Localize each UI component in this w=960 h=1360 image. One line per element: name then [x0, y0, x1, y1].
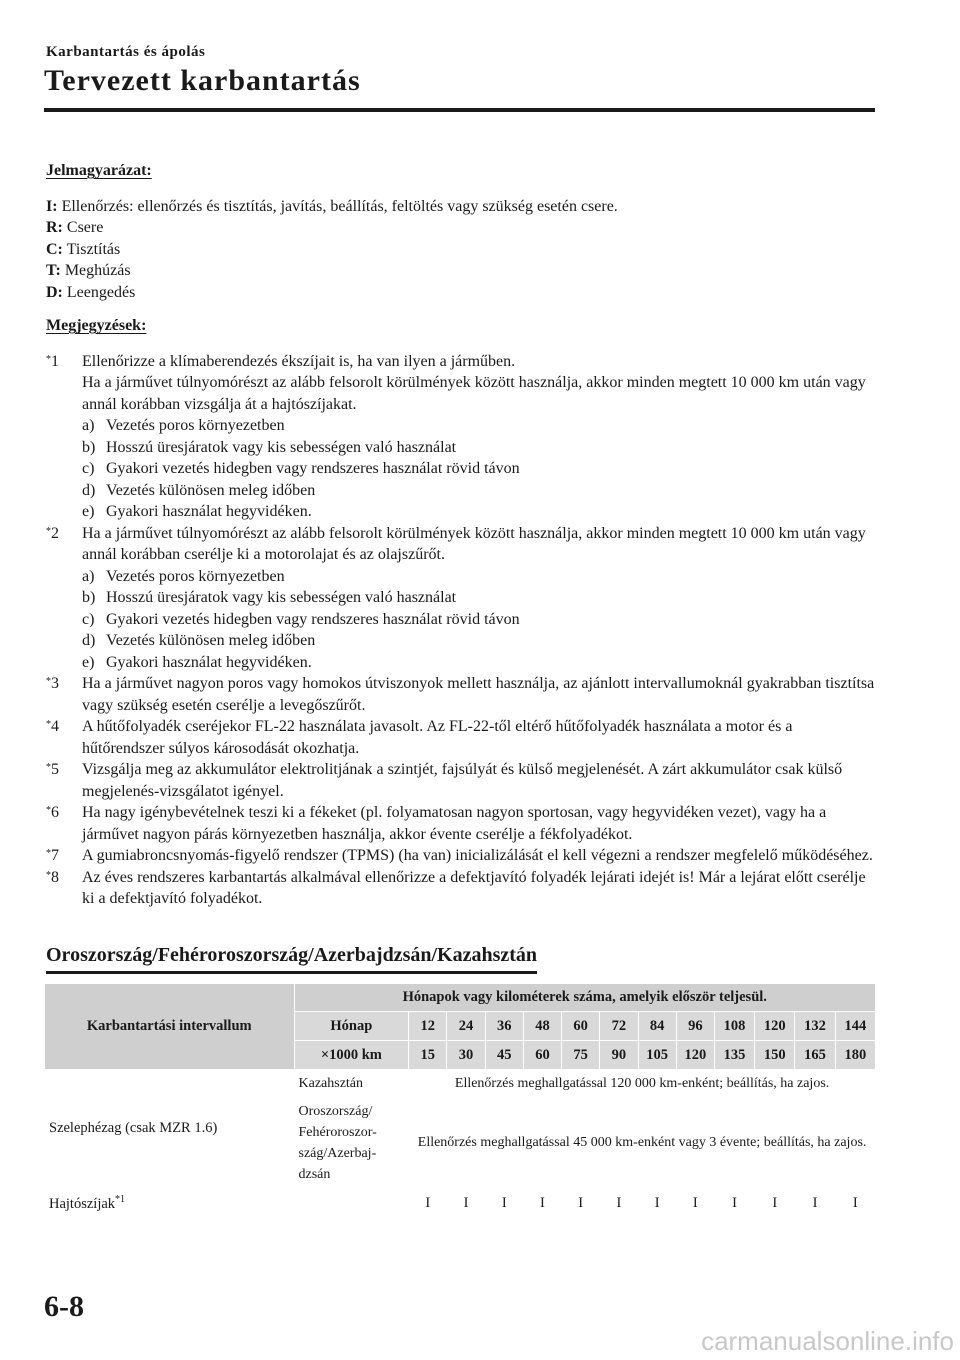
note-sub-item: e) Gyakori használat hegyvidéken.: [82, 653, 312, 671]
note-6: *6 Ha nagy igénybevételnek teszi ki a fékeket (pl. folyamatosan nagyon sportosan, vagy hegyvidéken vezet), vagy ha a járművet nagyon párás környezetben használja, akkor évente cserélje a fékfolyadékot.: [46, 804, 827, 843]
legend-item: T: Meghúzás: [46, 262, 131, 279]
interval-header: Karbantartási intervallum: [45, 984, 295, 1070]
month-value: 48: [523, 1012, 561, 1041]
month-label: Hónap: [294, 1012, 409, 1041]
km-value: 60: [523, 1041, 561, 1070]
month-value: 120: [755, 1012, 795, 1041]
legend-heading: Jelmagyarázat:: [46, 162, 152, 179]
month-value: 84: [638, 1012, 676, 1041]
km-value: 45: [485, 1041, 523, 1070]
page-title: Tervezett karbantartás: [44, 64, 361, 97]
belt-value: I: [755, 1188, 795, 1219]
content: [46, 160, 876, 910]
month-value: 72: [600, 1012, 638, 1041]
valve-region-kazakhstan: Kazahsztán: [294, 1070, 409, 1098]
month-value: 132: [795, 1012, 835, 1041]
belt-value: I: [835, 1188, 875, 1219]
month-value: 36: [485, 1012, 523, 1041]
month-value: 12: [409, 1012, 447, 1041]
notes-heading: Megjegyzések:: [46, 317, 147, 334]
km-value: 135: [714, 1041, 754, 1070]
km-value: 75: [562, 1041, 600, 1070]
title-rule: [44, 108, 875, 112]
span-header: Hónapok vagy kilométerek száma, amelyik először teljesül.: [294, 984, 876, 1012]
km-value: 105: [638, 1041, 676, 1070]
note-sub-item: b) Hosszú üresjáratok vagy kis sebességen való használat: [82, 589, 457, 606]
note-sub-item: b) Hosszú üresjáratok vagy kis sebességen való használat: [82, 438, 457, 456]
legend-list: [46, 196, 876, 304]
valve-clearance-label: Szelephézag (csak MZR 1.6): [45, 1070, 295, 1188]
km-value: 15: [409, 1041, 447, 1070]
km-value: 180: [835, 1041, 875, 1070]
month-value: 96: [676, 1012, 714, 1041]
month-value: 60: [562, 1012, 600, 1041]
legend-item: C: Tisztítás: [46, 240, 121, 258]
note-4: *4 A hűtőfolyadék cseréjekor FL-22 használata javasolt. Az FL-22-től eltérő hűtőfolyadék használata a motor és a hűtőrendszer súlyos károsodását okozhatja.: [46, 718, 793, 757]
note-2: *2 Ha a járművet túlnyomórészt az alább felsorolt körülmények között használja, akkor minden megtett 10 000 km után vagy annál korábban cserélje ki a motorolajat és az olajszűrőt. a) Vezetés poros környezetben b) Hosszú üresjáratok vagy kis sebességen való használat c) Gyakori vezetés hidegben vagy rendszeres használat rövid távon d) Vezetés különösen meleg időben e) Gyakori használat hegyvidéken.: [46, 523, 876, 674]
note-sub-item: c) Gyakori vezetés hidegben vagy rendszeres használat rövid távon: [82, 610, 520, 628]
valve-rule-russia: Ellenőrzés meghallgatással 45 000 km-enként vagy 3 évente; beállítás, ha zajos.: [409, 1098, 876, 1188]
note-sub-item: d) Vezetés különösen meleg időben: [82, 481, 316, 499]
legend-item: I: Ellenőrzés: ellenőrzés és tisztítás, javítás, beállítás, feltöltés vagy szükség esetén csere.: [46, 197, 618, 215]
belt-value: I: [523, 1188, 561, 1219]
legend-item: R: Csere: [46, 219, 104, 236]
month-value: 144: [835, 1012, 875, 1041]
belt-value: I: [600, 1188, 638, 1219]
note-sub-item: c) Gyakori vezetés hidegben vagy rendszeres használat rövid távon: [82, 460, 520, 477]
drive-belts-label: Hajtószíjak$^{*1}$: [45, 1188, 409, 1219]
note-sub-item: e) Gyakori használat hegyvidéken.: [82, 503, 312, 520]
km-value: 90: [600, 1041, 638, 1070]
note-7: *7 A gumiabroncsnyomás-figyelő rendszer (TPMS) (ha van) inicializálását el kell végezni a rendszer megfelelő működéséhez.: [46, 847, 873, 864]
note-1: *1 Ellenőrizze a klímaberendezés ékszíjait is, ha van ilyen a járműben. Ha a járművet túlnyomórészt az alább felsorolt körülmények között használja, akkor minden megtett 10 000 km után vagy annál korábban vizsgálja át a hajtószíjakat. a) Vezetés poros környezetben b) Hosszú üresjáratok vagy kis sebességen való használat c) Gyakori vezetés hidegben vagy rendszeres használat rövid távon d) Vezetés különösen meleg időben e) Gyakori használat hegyvidéken.: [46, 351, 876, 523]
valve-rule-kazakhstan: Ellenőrzés meghallgatással 120 000 km-enként; beállítás, ha zajos.: [409, 1070, 876, 1098]
belt-value: I: [485, 1188, 523, 1219]
note-8: *8 Az éves rendszeres karbantartás alkalmával ellenőrizze a defektjavító folyadék lejárati idejét is! Már a lejárat előtt cserélje ki a defektjavító folyadékot.: [46, 868, 866, 907]
belt-value: I: [714, 1188, 754, 1219]
region-heading: Oroszország/Fehéroroszország/Azerbajdzsán/Kazahsztán: [46, 944, 537, 974]
page-number: 6-8: [44, 1290, 84, 1323]
km-value: 165: [795, 1041, 835, 1070]
note-sub-item: a) Vezetés poros környezetben: [82, 567, 285, 585]
maintenance-table: [44, 983, 876, 1219]
note-3: *3 Ha a járművet nagyon poros vagy homokos útviszonyok mellett használja, az ajánlott intervallumoknál gyakrabban tisztítsa vagy szükség esetén cserélje a levegőszűrőt.: [46, 675, 875, 714]
km-value: 120: [676, 1041, 714, 1070]
belt-value: I: [638, 1188, 676, 1219]
belt-value: I: [562, 1188, 600, 1219]
belt-value: I: [795, 1188, 835, 1219]
month-value: 24: [447, 1012, 485, 1041]
month-value: 108: [714, 1012, 754, 1041]
belt-value: I: [447, 1188, 485, 1219]
km-value: 30: [447, 1041, 485, 1070]
valve-region-russia: Oroszország/ Fehéroroszor- szág/Azerbaj- dzsán: [294, 1098, 409, 1188]
belt-value: I: [676, 1188, 714, 1219]
watermark: carmanualsonline.info: [701, 1326, 954, 1356]
note-sub-item: d) Vezetés különösen meleg időben: [82, 632, 316, 649]
km-value: 150: [755, 1041, 795, 1070]
legend-item: D: Leengedés: [46, 283, 136, 301]
note-5: *5 Vizsgálja meg az akkumulátor elektrolitjának a szintjét, fajsúlyát és külső megjelenését. A zárt akkumulátor csak külső megjelenés-vizsgálatot igényel.: [46, 761, 843, 800]
section-label: Karbantartás és ápolás: [46, 44, 206, 60]
belt-value: I: [409, 1188, 447, 1219]
note-sub-item: a) Vezetés poros környezetben: [82, 417, 285, 434]
km-label: ×1000 km: [294, 1041, 409, 1070]
